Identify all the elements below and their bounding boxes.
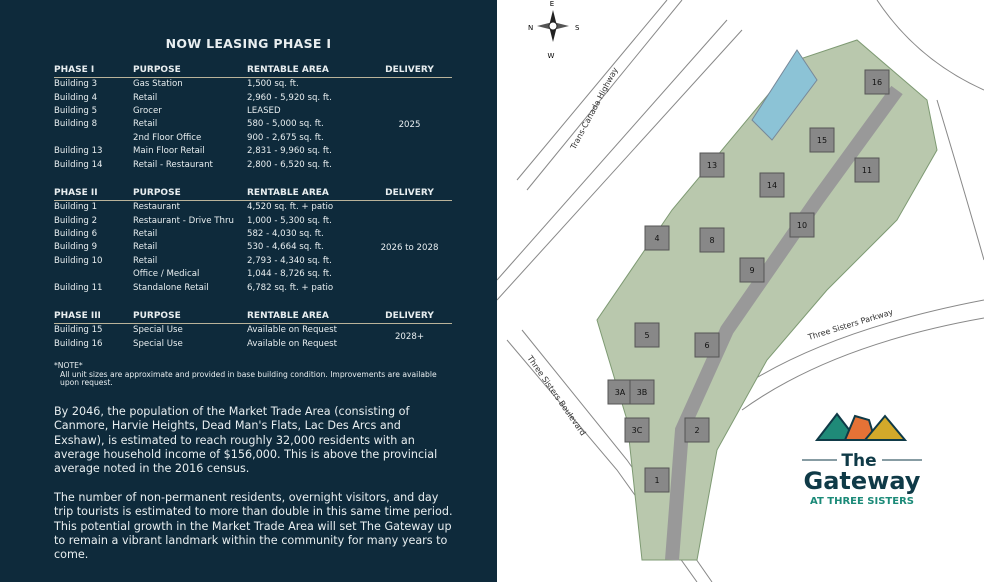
- table-row: Building 13 Main Floor Retail 2,831 - 9,960 sq. ft.: [54, 146, 332, 157]
- svg-text:Trans-Canada Highway: Trans-Canada Highway: [568, 65, 620, 151]
- table-row: Building 15 Special Use Available on Request 2028+: [54, 324, 452, 337]
- building-label: 14: [766, 181, 778, 190]
- table-row: Building 11 Standalone Retail 6,782 sq. ft. + patio: [54, 282, 334, 293]
- building-label: 4: [654, 234, 660, 243]
- building-label: 13: [706, 161, 718, 170]
- building-label: 8: [709, 236, 715, 245]
- table-row: Building 1 Restaurant 4,520 sq. ft. + patio 2026 to 2028: [54, 201, 452, 214]
- svg-text:Three Sisters Boulevard: Three Sisters Boulevard: [525, 353, 588, 438]
- table-row: Building 8 Retail 580 - 5,000 sq. ft.: [54, 119, 324, 130]
- phase-table: PHASE I PURPOSE RENTABLE AREA DELIVERY Building 3 Gas Station 1,500 sq. ft. 2025 Building 4 Retail 2,960 - 5,920 sq. ft. Building 5 Grocer LEASED Building 8 Retail 580 - 5,000 sq. ft. 2nd Floor Office 900 - 2,675 sq. ft. Building 13 Main Floor Retail 2,831 - 9,960 sq. ft. Building 14 Retail - Restaurant 2,800 - 6,520 sq. ft.: [54, 65, 452, 171]
- gateway-logo: [802, 414, 922, 507]
- svg-text:W: W: [547, 52, 555, 60]
- page-title: NOW LEASING PHASE I: [165, 36, 332, 51]
- building-label: 3B: [636, 388, 648, 397]
- building-label: 3A: [614, 388, 626, 397]
- site-map: [497, 0, 984, 582]
- table-row: Building 14 Retail - Restaurant 2,800 - 6,520 sq. ft.: [54, 159, 332, 170]
- svg-text:The: The: [841, 451, 877, 471]
- building-label: 1: [654, 476, 660, 485]
- table-row: 2nd Floor Office 900 - 2,675 sq. ft.: [133, 132, 324, 143]
- table-row: Building 2 Restaurant - Drive Thru 1,000 - 5,300 sq. ft.: [54, 215, 332, 226]
- building-label: 6: [704, 341, 710, 350]
- table-row: Office / Medical 1,044 - 8,726 sq. ft.: [133, 269, 332, 280]
- svg-text:N: N: [528, 24, 534, 32]
- table-row: Building 4 Retail 2,960 - 5,920 sq. ft.: [54, 92, 332, 103]
- table-row: Building 16 Special Use Available on Request: [54, 338, 337, 349]
- svg-text:Gateway: Gateway: [803, 467, 921, 495]
- note: *NOTE* All unit sizes are approximate and provided in base building condition. Improvements are available upon request.: [54, 361, 437, 387]
- phase-table: PHASE III PURPOSE RENTABLE AREA DELIVERY Building 15 Special Use Available on Request 2028+ Building 16 Special Use Available on Request: [54, 311, 452, 350]
- delivery-cell: 2025: [398, 119, 421, 130]
- compass-icon: [537, 10, 569, 42]
- svg-text:E: E: [549, 0, 555, 8]
- table-row: Building 6 Retail 582 - 4,030 sq. ft.: [54, 229, 324, 240]
- svg-text:Three Sisters Parkway: Three Sisters Parkway: [806, 307, 895, 342]
- table-row: Building 3 Gas Station 1,500 sq. ft. 2025: [54, 78, 452, 91]
- building-label: 9: [749, 266, 755, 275]
- building-label: 11: [861, 166, 873, 175]
- delivery-cell: 2026 to 2028: [380, 242, 439, 253]
- svg-text:S: S: [575, 24, 580, 32]
- table-row: Building 9 Retail 530 - 4,664 sq. ft.: [54, 242, 324, 253]
- table-row: Building 10 Retail 2,793 - 4,340 sq. ft.: [54, 255, 332, 266]
- svg-text:AT THREE SISTERS: AT THREE SISTERS: [810, 496, 914, 507]
- delivery-cell: 2028+: [394, 332, 425, 343]
- phase-table: PHASE II PURPOSE RENTABLE AREA DELIVERY Building 1 Restaurant 4,520 sq. ft. + patio 2026 to 2028 Building 2 Restaurant - Drive Thru 1,000 - 5,300 sq. ft. Building 6 Retail 582 - 4,030 sq. ft. Building 9 Retail 530 - 4,664 sq. ft. Building 10 Retail 2,793 - 4,340 sq. ft. Office / Medical 1,044 - 8,726 sq. ft. Building 11 Standalone Retail 6,782 sq. ft. + patio: [54, 188, 452, 294]
- market-paragraph: By 2046, the population of the Market Trade Area (consisting of Canmore, Harvie Heights, Dead Man's Flats, Lac Des Arcs and Exshaw), is estimated to reach roughly 32,000 residents with an average household income of $156,000. This is above the provincial average noted in the 2016 census.: [54, 405, 438, 476]
- growth-paragraph: The number of non-permanent residents, overnight visitors, and day trip tourists is estimated to more than double in this same time period. This potential growth in the Market Trade Area will set The Gateway up to remain a vibrant landmark within the community for many years to come.: [54, 491, 453, 562]
- building-label: 2: [694, 426, 700, 435]
- building-label: 10: [796, 221, 808, 230]
- table-row: Building 5 Grocer LEASED: [54, 106, 281, 117]
- building-label: 3C: [631, 426, 643, 435]
- building-label: 5: [644, 331, 650, 340]
- building-label: 15: [816, 136, 828, 145]
- building-label: 16: [871, 78, 883, 87]
